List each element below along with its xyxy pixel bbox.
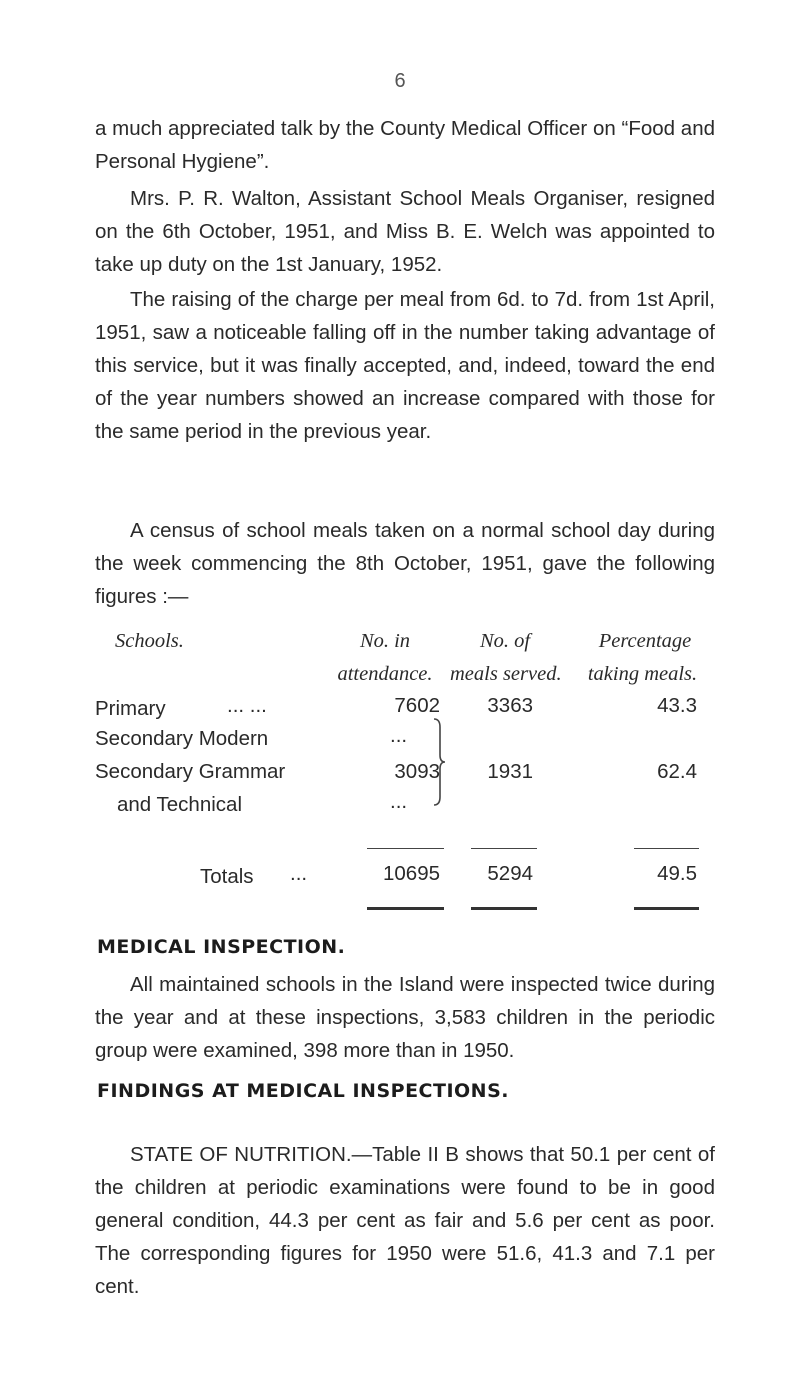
header-attendance-line1: No. in [359,630,411,652]
rule-meals-bottom [471,907,537,910]
paragraph-text: The raising of the charge per meal from 6d. to 7d. from 1st April, 1951, saw a noticeable falling off in the number taking advantage of this service, but it was finally accepted, and, indeed, toward the end of the year numbers showed an increase compared with those for the same period in the previous year. [95,288,715,443]
row-label: Primary [95,697,166,720]
paragraph-text: Mrs. P. R. Walton, Assistant School Meals Organiser, resigned on the 6th October, 1951, and Miss B. E. Welch was appointed to take up duty on the 1st January, 1952. [95,187,715,276]
cell-attendance: 3093 [394,760,440,783]
totals-leader-dots: ... [290,862,308,885]
cell-percentage: 62.4 [657,760,697,783]
row-leader-dots: ... [390,724,408,747]
header-meals-line1: No. of [479,630,531,652]
totals-label: Totals [200,865,254,888]
cell-meals: 1931 [487,760,533,783]
header-attendance-line2: attendance. [337,663,433,685]
header-meals-line2: meals served. [450,663,562,685]
paragraph-nutrition [95,1138,715,1303]
paragraph-medical-inspection [95,968,715,1067]
paragraph-text: All maintained schools in the Island were inspected twice during the year and at these inspections, 3,583 children in the periodic group were examined, 398 more than in 1950. [95,973,715,1062]
header-percentage-line2: taking meals. [587,663,698,685]
totals-percentage: 49.5 [657,862,697,885]
cell-attendance: 7602 [394,694,440,717]
paragraph-staff-changes [95,182,715,281]
page-number: 6 [394,70,406,92]
heading-findings: FINDINGS AT MEDICAL INSPECTIONS. [97,1080,509,1102]
totals-meals: 5294 [487,862,533,885]
paragraph-text: A census of school meals taken on a normal school day during the week commencing the 8th October, 1951, gave the following figures :— [95,519,715,608]
paragraph-hygiene-talk: a much appreciated talk by the County Medical Officer on “Food and Personal Hygiene”. [95,117,715,173]
rule-attendance-bottom [367,907,444,910]
heading-medical-inspection: MEDICAL INSPECTION. [97,936,346,958]
cell-percentage: 43.3 [657,694,697,717]
totals-attendance: 10695 [382,862,440,885]
paragraph-census-intro [95,514,715,613]
row-leader-dots: ... [390,790,408,813]
cell-meals: 3363 [487,694,533,717]
rule-attendance-top [367,848,444,849]
header-schools: Schools. [115,630,184,652]
row-label-line3: and Technical [117,793,242,816]
paragraph-meal-charge [95,283,715,448]
paragraph-text: STATE OF NUTRITION.—Table II B shows that 50.1 per cent of the children at periodic examinations were found to be in good general condition, 44.3 per cent as fair and 5.6 per cent as poor. The corresponding figures for 1950 were 51.6, 41.3 and 7.1 per cent. [95,1143,715,1298]
header-percentage-line1: Percentage [598,630,692,652]
rule-meals-top [471,848,537,849]
rule-percentage-bottom [634,907,699,910]
row-leader-dots: ... ... [227,694,267,717]
rule-percentage-top [634,848,699,849]
row-label-line2: Secondary Grammar [95,760,286,783]
row-label-line1: Secondary Modern [95,727,269,750]
